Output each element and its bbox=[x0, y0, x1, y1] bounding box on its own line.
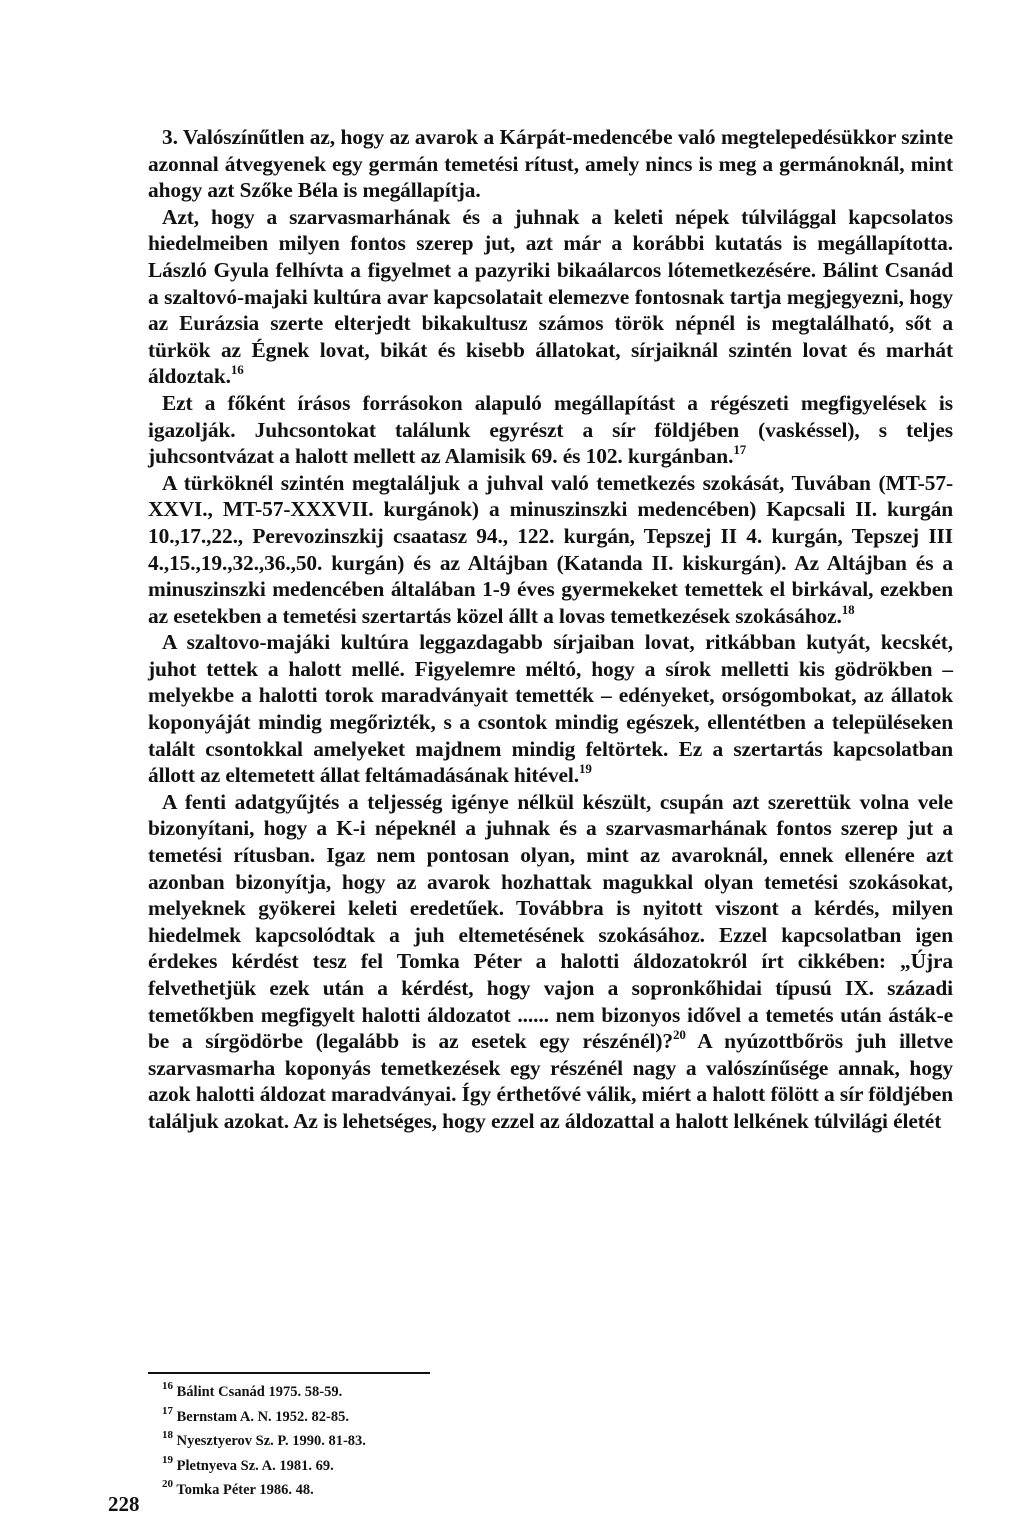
footnote bbox=[162, 1478, 662, 1503]
paragraph-text: A türköknél szintén megtaláljuk a juhval való temetkezés szokását, Tuvában (MT-57-XXVI., MT-57-XXXVII. kurgánok) a minuszinszki medencében) Kapcsali II. kurgán 10.,17.,22., Perevozinszkij csaatasz 94., 122. kurgán, Tepszej II 4. kurgán, Tepszej III 4.,15.,19.,32.,36.,50. kurgán) és az Altájban (Katanda II. kiskurgán). Az Altájban és a minuszinszki medencében általában 1-9 éves gyermekeket temettek el birkával, ezekben az esetekben a temetési szertartás közel állt a lovas temetkezések szokásához. bbox=[148, 470, 953, 628]
footnote-text: Bálint Csanád 1975. 58-59. bbox=[176, 1384, 343, 1400]
body-text bbox=[148, 124, 953, 1135]
footnote-text: Bernstam A. N. 1952. 82-85. bbox=[176, 1408, 350, 1425]
footnote-number: 18 bbox=[162, 1429, 173, 1442]
footnote bbox=[162, 1429, 662, 1454]
footnote-ref: 20 bbox=[672, 1027, 686, 1043]
paragraph bbox=[148, 789, 953, 1135]
paragraph-text: 3. Valószínűtlen az, hogy az avarok a Kárpát-medencébe való megtelepedésükkor szinte azonnal átvegyenek egy germán temetési rítust, amely nincs is meg a germánoknál, mint ahogy azt Szőke Béla is megállapítja. bbox=[148, 125, 953, 203]
paragraph-text-continued: A nyúzottbőrös juh illetve szarvasmarha koponyás temetkezések egy részénél nagy a valószínűsége annak, hogy azok halotti áldozat maradványai. Így érthetővé válik, miért a halott fölött a sír földjében találjuk azokat. Az is lehetséges, hogy ezzel az áldozattal a halott lelkének túlvilági életét bbox=[148, 1029, 953, 1133]
paragraph-text: Ezt a főként írásos forrásokon alapuló megállapítást a régészeti megfigyelések is igazolják. Juhcsontokat találunk egyrészt a sír földjében (vaskéssel), s teljes juhcsontvázat a halott mellett az Alamisik 69. és 102. kurgánban. bbox=[148, 390, 953, 469]
footnote-list bbox=[162, 1380, 662, 1503]
footnote-divider bbox=[148, 1372, 430, 1374]
footnote-text: Pletnyeva Sz. A. 1981. 69. bbox=[176, 1457, 334, 1474]
footnote-number: 20 bbox=[162, 1478, 173, 1491]
paragraph bbox=[148, 629, 953, 789]
footnote-number: 19 bbox=[162, 1453, 173, 1466]
footnote-ref: 16 bbox=[230, 362, 244, 378]
footnote-text: Tomka Péter 1986. 48. bbox=[176, 1482, 314, 1498]
paragraph bbox=[148, 204, 953, 390]
footnote-number: 16 bbox=[162, 1380, 173, 1393]
footnote-ref: 19 bbox=[579, 761, 592, 777]
footnote-number: 17 bbox=[162, 1404, 173, 1417]
footnote bbox=[162, 1380, 662, 1405]
paragraph-text: A szaltovo-majáki kultúra leggazdagabb sírjaiban lovat, ritkábban kutyát, kecskét, juhot tettek a halott mellé. Figyelemre méltó, hogy a sírok melletti kis gödrökben – melyekbe a halotti torok maradványait temették – edényeket, orsógombokat, az állatok koponyáját mindig megőrizték, s a csontok mindig egészek, ellentétben a településeken talált csontokkal amelyeket majdnem mindig feltörtek. Ez a szertartás kapcsolatban állott az eltemetett állat feltámadásának hitével. bbox=[148, 630, 953, 788]
paragraph bbox=[148, 390, 953, 470]
footnote-ref: 18 bbox=[841, 601, 855, 617]
page-number: 228 bbox=[108, 1492, 140, 1516]
footnote bbox=[162, 1405, 662, 1430]
footnote-ref: 17 bbox=[733, 442, 747, 457]
paragraph-text: A fenti adatgyűjtés a teljesség igénye nélkül készült, csupán azt szerettük volna vele bizonyítani, hogy a K-i népeknél a juhnak és a szarvasmarhának fontos szerep jut a temetési rítusban. Igaz nem pontosan olyan, mint az avaroknál, ennek ellenére azt azonban bizonyítja, hogy az avarok hozhattak magukkal olyan temetési szokásokat, melyeknek gyökerei keleti eredetűek. Továbbra is nyitott viszont a kérdés, milyen hiedelmek kapcsolódtak a juh eltemetésének szokásához. Ezzel kapcsolatban igen érdekes kérdést tesz fel Tomka Péter a halotti áldozatokról írt cikkében: „Újra felvethetjük ezek után a kérdést, hogy vajon a sopronkőhidai típusú IX. századi temetőkben megfigyelt halotti áldozatot ...... nem bizonyos idővel a temetés után ásták-e be a sírgödörbe (legalább is az esetek egy részénél)? bbox=[148, 789, 953, 1054]
footnote-text: Nyesztyerov Sz. P. 1990. 81-83. bbox=[176, 1433, 366, 1449]
paragraph bbox=[148, 470, 953, 630]
paragraph-text: Azt, hogy a szarvasmarhának és a juhnak a keleti népek túlvilággal kapcsolatos hiedelmeiben milyen fontos szerep jut, azt már a korábbi kutatás is megállapította. László Gyula felhívta a figyelmet a pazyriki bikaálarcos lótemetkezésére. Bálint Csanád a szaltovó-majaki kultúra avar kapcsolatait elemezve fontosnak tartja megjegyezni, hogy az Eurázsia szerte elterjedt bikakultusz számos török népnél is megtalálható, sőt a türkök az Égnek lovat, bikát és kisebb állatokat, sírjaiknál szintén lovat és marhát áldoztak. bbox=[148, 204, 953, 389]
paragraph bbox=[148, 124, 953, 204]
footnote bbox=[162, 1454, 662, 1479]
